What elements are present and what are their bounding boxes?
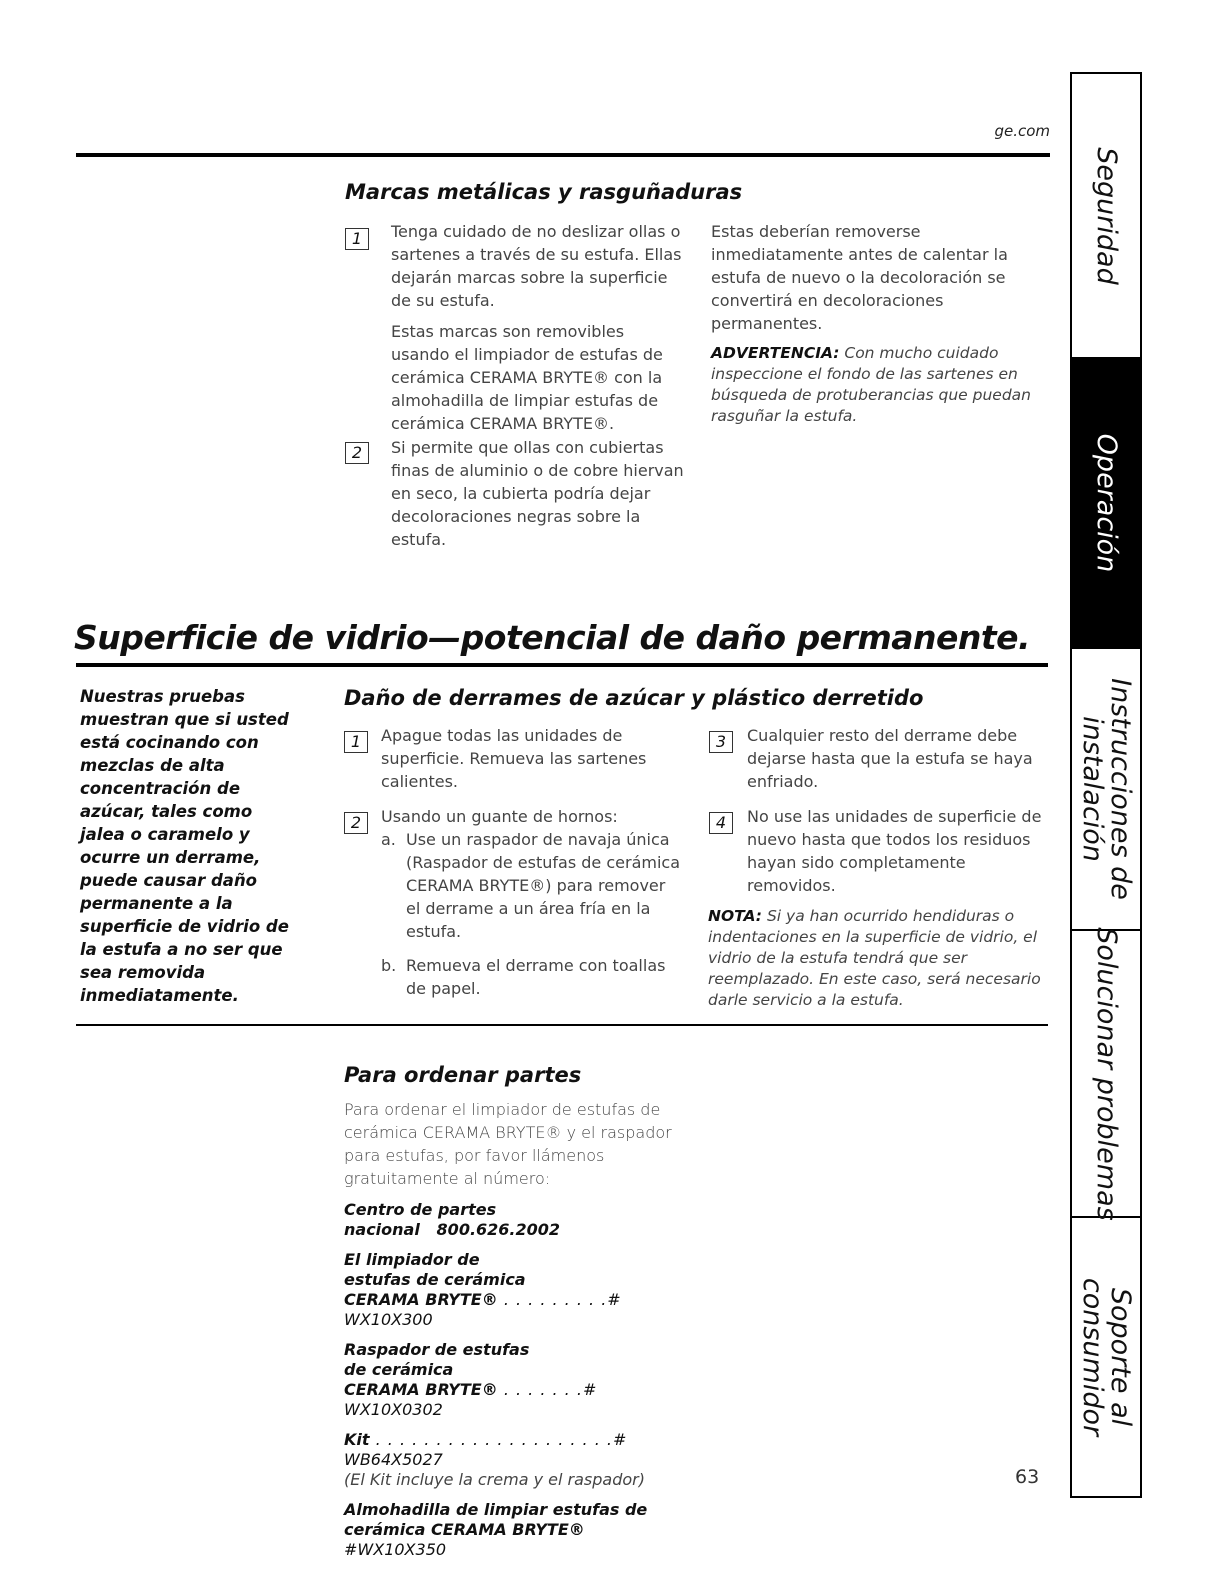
parts-scraper-code: # WX10X0302 (344, 1380, 597, 1419)
parts-pad-row (344, 1500, 689, 1560)
note-body: Si ya han ocurrido hendiduras o indentaciones en la superficie de vidrio, el vidrio de la estufa tendrá que ser reemplazado. En este caso, será necesario darle servicio a la estufa. (708, 907, 1041, 1009)
glass-step-1-text: Apague todas las unidades de superficie. Remueva las sartenes calientes. (381, 726, 647, 791)
parts-center-label: Centro de partes nacional (344, 1200, 497, 1239)
parts-pad-line2: cerámica CERAMA BRYTE® (344, 1520, 585, 1539)
parts-scraper-line2: de cerámica (344, 1360, 454, 1379)
metal-item-2 (391, 436, 686, 559)
sugar-spill-section (344, 686, 923, 710)
leader-dots: . . . . . . . . . (497, 1290, 608, 1309)
metal-marks-section (345, 180, 742, 204)
parts-kit-note: (El Kit incluye la crema y el raspador) (344, 1470, 645, 1489)
step-number-2: 2 (345, 442, 369, 464)
step-number-3: 3 (709, 731, 733, 753)
glass-step-3 (747, 724, 1047, 801)
glass-step-4-text: No use las unidades de superficie de nuevo hasta que todos los residuos hayan sido completamente removidos. (747, 807, 1042, 895)
page-number: 63 (1015, 1466, 1040, 1488)
parts-cleaner-brand: CERAMA BRYTE® (344, 1290, 498, 1309)
tab-label: Solucionar problemas (1091, 926, 1122, 1221)
leader-dots: . . . . . . . (497, 1380, 583, 1399)
tab-operacion[interactable] (1072, 359, 1140, 649)
glass-step-4 (747, 805, 1047, 905)
metal-right-column (711, 220, 1051, 427)
parts-center-phone: 800.626.2002 (436, 1220, 561, 1239)
header-rule (76, 153, 1050, 157)
parts-cleaner-row (344, 1250, 689, 1330)
parts-rule (76, 1024, 1048, 1026)
parts-pad-code: #WX10X350 (344, 1540, 447, 1559)
step-number-2: 2 (344, 812, 368, 834)
metal-item-1-text: Tenga cuidado de no deslizar ollas o sartenes a través de su estufa. Ellas dejarán marcas sobre la superficie de su estufa. (391, 222, 682, 310)
parts-center-row (344, 1200, 689, 1240)
tab-label: Soporte al consumidor (1077, 1277, 1136, 1437)
metal-item-1 (391, 220, 686, 443)
tab-solucionar-problemas[interactable] (1072, 926, 1140, 1221)
leader-dots: . . . . . . . . . . . . . . . . . . . . (369, 1430, 613, 1449)
warning-label: ADVERTENCIA: (711, 344, 840, 362)
metal-right-text: Estas deberían removerse inmediatamente antes de calentar la estufa de nuevo o la decoloración se convertirá en decoloraciones permanentes. (711, 222, 1008, 333)
section-tabs (1070, 72, 1142, 1498)
glass-step-3-text: Cualquier resto del derrame debe dejarse hasta que la estufa se haya enfriado. (747, 726, 1033, 791)
tab-label: Seguridad (1091, 146, 1122, 285)
parts-cleaner-line1: El limpiador de (344, 1250, 480, 1269)
warning-callout: Nuestras pruebas muestran que si usted está cocinando con mezclas de alta concentración de azúcar, tales como jalea o caramelo y ocurre un derrame, puede causar daño permanente a la superficie de vidrio de la estufa a no ser que sea removida inmediatamente. (80, 687, 289, 1005)
note-text (708, 906, 1043, 1011)
tab-seguridad[interactable] (1072, 74, 1140, 359)
parts-pad-line1: Almohadilla de limpiar estufas de (344, 1500, 648, 1519)
sub-step-label-b: b. (381, 956, 397, 975)
glass-step-1 (381, 724, 681, 801)
parts-intro: Para ordenar el limpiador de estufas de cerámica CERAMA BRYTE® y el raspador para estufas, por favor llámenos gratuitamente al número: (344, 1100, 672, 1188)
warning-text: Con mucho cuidado inspeccione el fondo de las sartenes en búsqueda de protuberancias que puedan rasguñar la estufa. (711, 344, 1031, 425)
parts-cleaner-line2: estufas de cerámica (344, 1270, 526, 1289)
parts-kit-row (344, 1430, 689, 1490)
tab-label: Operación (1091, 433, 1122, 573)
parts-list (344, 1200, 689, 1570)
sub-step-b-text: Remueva el derrame con toallas de papel. (406, 956, 666, 998)
parts-scraper-line1: Raspador de estufas (344, 1340, 530, 1359)
tab-instrucciones-instalacion[interactable] (1072, 649, 1140, 931)
step-number-1: 1 (344, 731, 368, 753)
parts-kit-label: Kit (344, 1430, 370, 1449)
sugar-spill-heading: Daño de derrames de azúcar y plástico derretido (344, 686, 924, 710)
warning-note (711, 343, 1051, 427)
step-number-4: 4 (709, 812, 733, 834)
metal-item-1-text-2: Estas marcas son removibles usando el limpiador de estufas de cerámica CERAMA BRYTE® con la almohadilla de limpiar estufas de cerámica CERAMA BRYTE®. (391, 322, 663, 433)
parts-scraper-row (344, 1340, 689, 1420)
sub-step-label-a: a. (381, 830, 396, 849)
title-rule (76, 663, 1048, 667)
metal-item-2-text: Si permite que ollas con cubiertas finas de aluminio o de cobre hiervan en seco, la cubierta podría dejar decoloraciones negras sobre la estufa. (391, 438, 684, 549)
tab-soporte-consumidor[interactable] (1072, 1218, 1140, 1496)
website-url: ge.com (994, 122, 1050, 140)
glass-step-2-text: Usando un guante de hornos: (381, 807, 618, 826)
glass-section-title: Superficie de vidrio—potencial de daño permanente. (74, 618, 1031, 657)
metal-marks-heading: Marcas metálicas y rasguñaduras (345, 180, 743, 204)
tab-label: Instrucciones de instalación (1077, 678, 1136, 900)
parts-heading: Para ordenar partes (344, 1063, 582, 1087)
parts-cleaner-code: # WX10X300 (344, 1290, 621, 1329)
parts-section (344, 1063, 581, 1087)
note-label: NOTA: (708, 907, 763, 925)
step-number-1: 1 (345, 228, 369, 250)
sub-step-a-text: Use un raspador de navaja única (Raspador de estufas de cerámica CERAMA BRYTE®) para remover el derrame a un área fría en la estufa. (406, 830, 680, 941)
parts-scraper-brand: CERAMA BRYTE® (344, 1380, 498, 1399)
parts-kit-code: # WB64X5027 (344, 1430, 627, 1469)
